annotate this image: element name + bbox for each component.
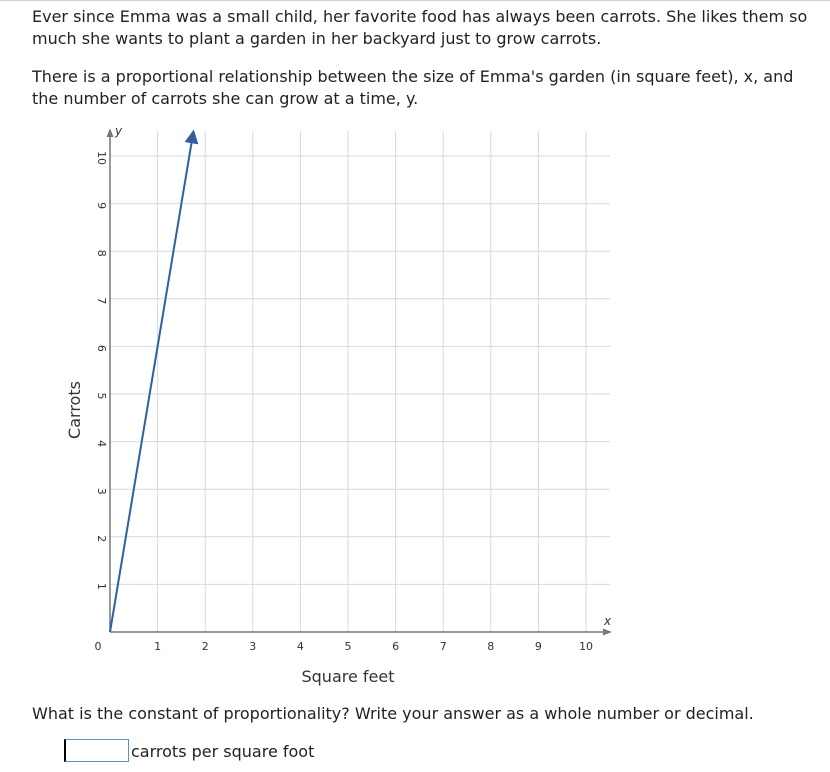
y-tick-label: 2 (95, 535, 108, 543)
answer-unit-label: carrots per square foot (131, 742, 315, 761)
grid-lines (110, 131, 610, 632)
x-axis-variable: x (604, 614, 612, 628)
series-line (110, 132, 193, 632)
x-tick-label: 9 (534, 640, 542, 653)
y-tick-label: 10 (95, 151, 108, 165)
axes (110, 130, 610, 632)
y-tick-label: 1 (95, 582, 108, 590)
question-text: What is the constant of proportionality? Write your answer as a whole number or decimal. (32, 704, 754, 723)
answer-input[interactable] (64, 739, 129, 762)
x-tick-label: 6 (392, 640, 400, 653)
x-tick-label: 7 (439, 640, 447, 653)
x-tick-label: 1 (154, 640, 162, 653)
tick-labels (95, 151, 594, 653)
y-axis-title: Carrots (65, 381, 84, 439)
y-tick-label: 7 (95, 297, 108, 305)
y-axis-variable: y (115, 124, 123, 138)
x-axis-title: Square feet (301, 667, 395, 686)
x-tick-label: 3 (249, 640, 257, 653)
y-tick-label: 3 (95, 487, 108, 495)
x-tick-label: 10 (579, 640, 593, 653)
y-tick-label: 8 (95, 249, 108, 257)
x-tick-label: 2 (201, 640, 209, 653)
problem-paragraph-2: There is a proportional relationship between the size of Emma's garden (in square feet), x, and the number of carrots she can grow at a time, y. (32, 67, 794, 108)
y-tick-label: 6 (95, 344, 108, 352)
x-tick-label: 4 (296, 640, 304, 653)
series-layer (110, 132, 193, 632)
y-tick-label: 5 (95, 392, 108, 400)
x-tick-label: 8 (487, 640, 495, 653)
y-tick-label: 9 (95, 202, 108, 210)
problem-paragraph-1: Ever since Emma was a small child, her favorite food has always been carrots. She likes them so much she wants to plant a garden in her backyard just to grow carrots. (32, 7, 808, 48)
origin-tick-label: 0 (94, 640, 102, 653)
x-tick-label: 5 (344, 640, 352, 653)
y-tick-label: 4 (95, 440, 108, 448)
